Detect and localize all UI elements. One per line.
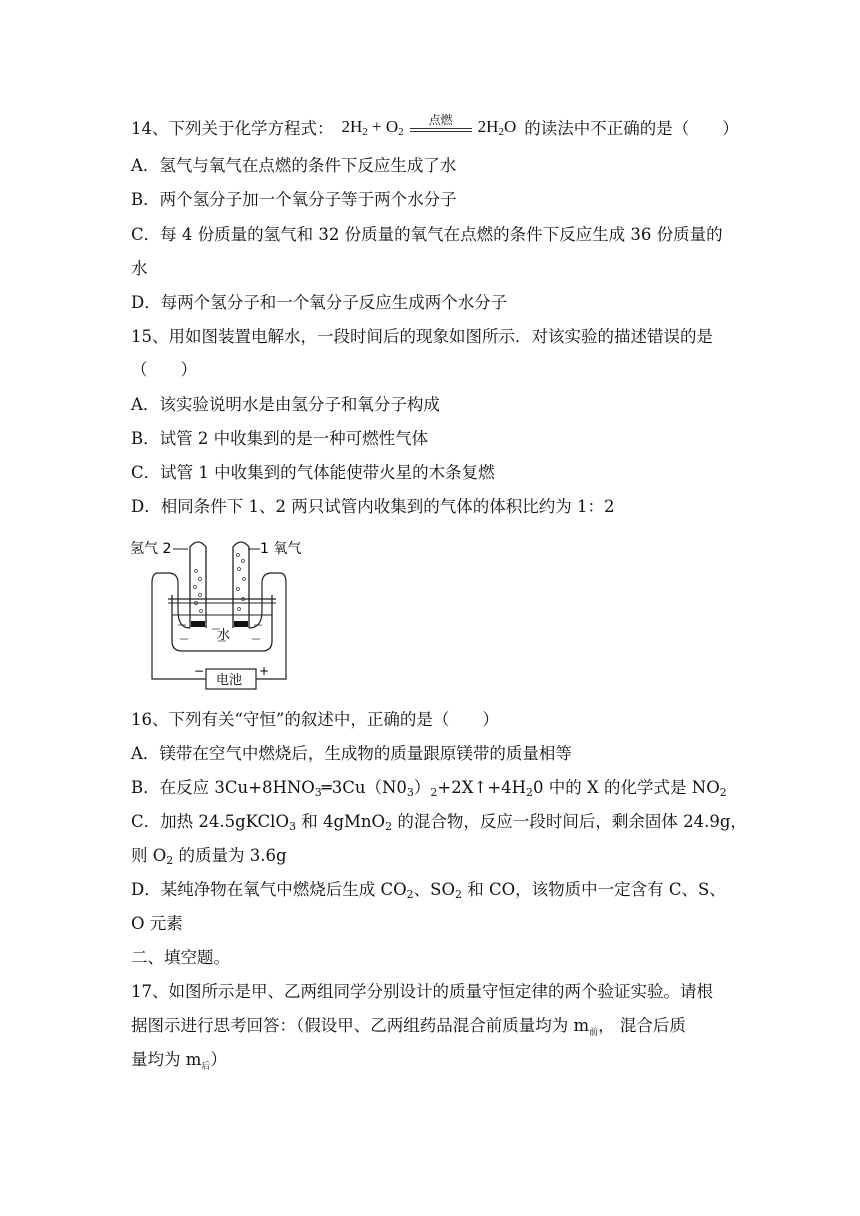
- water-label: 水: [217, 628, 231, 643]
- battery-minus: −: [194, 664, 205, 678]
- q15-option-d: D．相同条件下 1、2 两只试管内收集到的气体的体积比约为 1：2: [131, 497, 615, 516]
- q15-option-a: A．该实验说明水是由氢分子和氧分子构成: [131, 395, 440, 414]
- q16-option-d-line2: O 元素: [131, 914, 183, 933]
- q16-stem: 16、下列有关“守恒”的叙述中，正确的是（ ）: [131, 710, 499, 729]
- q14-option-c-line2: 水: [131, 259, 148, 278]
- battery-label: 电池: [216, 673, 243, 688]
- electrode-right: [234, 621, 248, 627]
- q16-option-b: B．在反应 $3Cu+8HNO_3═3Cu(N0_3)_2+2X↑+4H_20$ 中的 X 的化学式是 $NO_2$: [131, 778, 727, 799]
- q14-option-b: B．两个氢分子加一个氧分子等于两个水分子: [131, 190, 457, 209]
- reaction-arrow: [408, 113, 474, 139]
- chemical-equation: $2H_2 + O_2$ 点燃 $2H_2O$: [342, 116, 517, 143]
- q16-option-c-line1: C．加热 24.5gKClO$_3$ 和 4gMnO$_2$ 的混合物，反应一段时间后，剩余固体 24.9g，: [131, 812, 747, 833]
- q14-stem: [131, 113, 739, 143]
- q17-line2: 据图示进行思考回答：（假设甲、乙两组药品混合前质量均为 $m_前$， 混合后质: [131, 1016, 686, 1038]
- q15-option-c: C．试管 1 中收集到的气体能使带火星的木条复燃: [131, 463, 495, 482]
- q14-option-d: D．每两个氢分子和一个氧分子反应生成两个水分子: [131, 293, 508, 312]
- q15-option-b: B．试管 2 中收集到的是一种可燃性气体: [131, 429, 429, 448]
- q16-option-c-line2: 则 $O_2$ 的质量为 3.6g: [131, 846, 287, 867]
- reaction-condition: 点燃: [428, 113, 453, 128]
- q14-option-c-line1: C．每 4 份质量的氢气和 32 份质量的氧气在点燃的条件下反应生成 36 份质量的: [131, 225, 723, 244]
- q16-option-a: A．镁带在空气中燃烧后，生成物的质量跟原镁带的质量相等: [131, 744, 572, 763]
- q17-line3: 量均为 $m_后$）: [131, 1050, 227, 1072]
- q15-stem-line1: 15、用如图装置电解水，一段时间后的现象如图所示．对该实验的描述错误的是: [131, 327, 713, 346]
- q16-option-d-line1: D．某纯净物在氧气中燃烧后生成 $CO_2$、$SO_2$ 和 CO，该物质中一定含有 C、S、: [131, 880, 726, 901]
- oxygen-label: 1 氧气: [260, 541, 302, 557]
- section-heading: 二、填空题。: [131, 948, 230, 967]
- gas-bubbles: [194, 554, 246, 613]
- battery-plus: +: [259, 664, 270, 678]
- electrode-left: [191, 621, 205, 627]
- q15-stem-line2: （ ）: [131, 360, 197, 379]
- q17-line1: 17、如图所示是甲、乙两组同学分别设计的质量守恒定律的两个验证实验。请根: [131, 982, 713, 1001]
- q14-suffix: 的读法中不正确的是（ ）: [524, 119, 739, 138]
- q14-option-a: A．氢气与氧气在点燃的条件下反应生成了水: [131, 156, 457, 175]
- hydrogen-label: 氢气 2: [130, 541, 172, 557]
- q14-prefix: 14、下列关于化学方程式：: [131, 119, 334, 138]
- electrolysis-diagram: [128, 533, 318, 693]
